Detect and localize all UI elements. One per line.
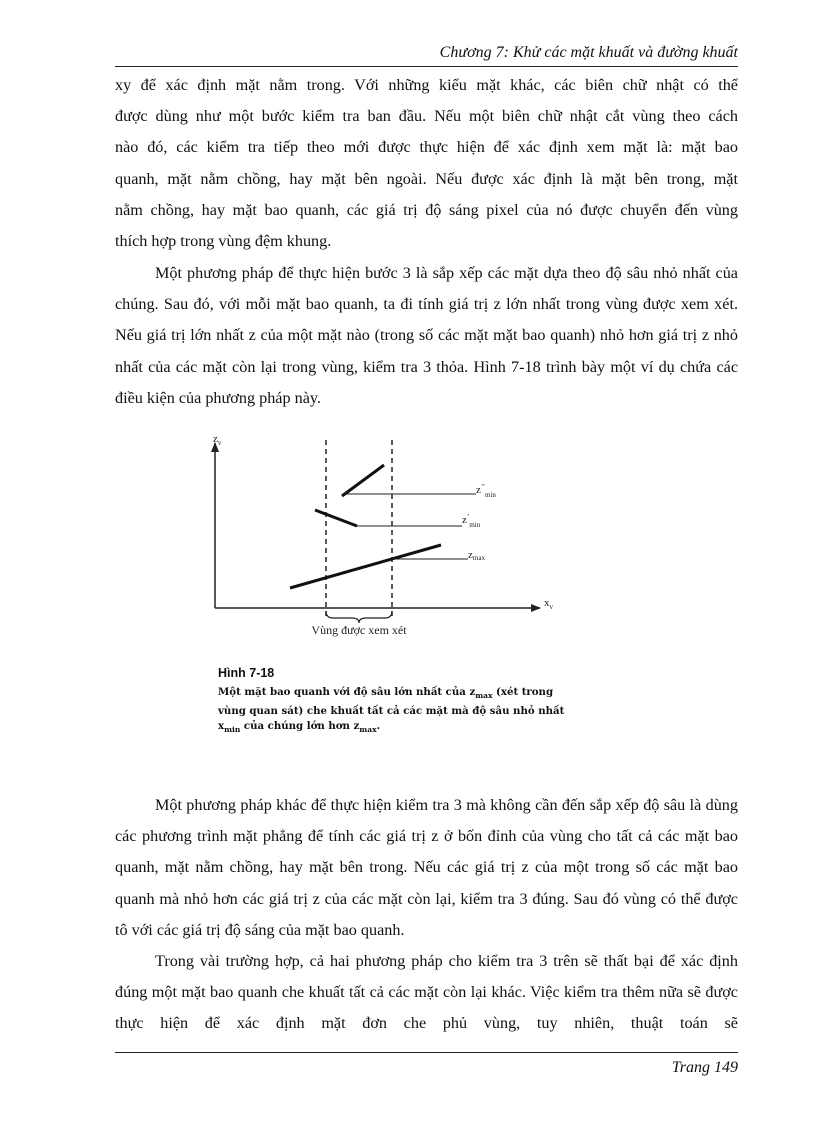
- zmax-label: zmax: [468, 549, 485, 562]
- paragraph-3: Một phương pháp khác để thực hiện kiểm tra 3 mà không cần đến sắp xếp độ sâu là dùng các phương trình mặt phẳng để tính các giá trị z ở bốn đỉnh của vùng cho tất cả các mặt bao quanh, mặt nằm chồng, hay mặt bên trong. Nếu các giá trị z của một trong số các mặt bao quanh mà nhỏ hơn các giá trị z của các mặt còn lại, kiểm tra 3 đúng. Sau đó vùng có thể được tô với các giá trị độ sáng của mặt bao quanh.: [115, 796, 738, 939]
- region-brace: [326, 611, 392, 623]
- figure-caption-text: [218, 685, 578, 738]
- paragraph-1-line-6: thích hợp trong vùng đệm khung.: [115, 232, 332, 251]
- x-axis-label: $x_v$: [544, 597, 553, 611]
- figure-7-18: [200, 430, 560, 640]
- zmin2-label: $z^{’’}_{min}$: [476, 483, 496, 499]
- paragraph-1-line-2: được dùng như một bước kiểm tra ban đầu. Nếu một biên chữ nhật cắt vùng theo cách: [115, 107, 738, 126]
- running-footer: [115, 1052, 738, 1083]
- caption-sub-1: max: [475, 691, 493, 701]
- page-number: Trang 149: [671, 1059, 738, 1076]
- paragraph-1-line-5: nằm chồng, hay mặt bao quanh, các giá trị độ sáng pixel của nó được chuyển đến vùng: [115, 200, 738, 219]
- caption-part-3: của chúng lớn hơn z: [240, 720, 360, 733]
- figure-caption-title: Hình 7-18: [218, 666, 275, 680]
- surface-2-segment: [315, 510, 357, 526]
- surface-1-segment: [342, 465, 384, 496]
- zmin1-label: $z^’_{min}$: [462, 513, 481, 529]
- paragraph-1-line-1: xy để xác định mặt nằm trong. Với những kiểu mặt khác, các biên chữ nhật có thể: [115, 76, 738, 94]
- surface-3-segment: [290, 545, 441, 588]
- paragraph-1-line-4: quanh, mặt nằm chồng, hay mặt bên ngoài. Nếu được xác định là mặt bên trong, mặt: [115, 169, 738, 188]
- caption-part-4: .: [376, 720, 381, 733]
- caption-part-1: Một mặt bao quanh với độ sâu lớn nhất của z: [218, 686, 476, 698]
- paragraph-4: Trong vài trường hợp, cả hai phương pháp cho kiểm tra 3 trên sẽ thất bại để xác định đúng một mặt bao quanh che khuất tất cả các mặt còn lại khác. Việc kiểm tra thêm nữa sẽ được thực hiện để xác định mặt đơn che phủ vùng, tuy nhiên, thuật toán sẽ: [115, 952, 738, 1033]
- caption-sub-3: max: [359, 725, 377, 735]
- paragraph-2: Một phương pháp để thực hiện bước 3 là sắp xếp các mặt dựa theo độ sâu nhỏ nhất của chúng. Sau đó, với mỗi mặt bao quanh, ta đi tính giá trị z lớn nhất trong vùng được xem xét. Nếu giá trị lớn nhất z của một mặt nào (trong số các mặt mặt bao quanh) nhỏ hơn giá trị z nhỏ nhất của các mặt còn lại trong vùng, kiểm tra 3 thỏa. Hình 7-18 trình bày một ví dụ chứa các điều kiện của phương pháp này.: [115, 264, 738, 407]
- region-label: Vùng được xem xét: [311, 623, 407, 637]
- paragraph-1: [115, 70, 738, 257]
- running-header: [115, 40, 738, 67]
- caption-part-2: (xét trong vùng quan sát) che khuất tất cả các mặt mà độ sâu nhỏ nhất x: [218, 686, 565, 733]
- chapter-title: Chương 7: Khử các mặt khuất và đường khuất: [439, 44, 738, 61]
- y-axis-label: $z_v$: [213, 433, 222, 447]
- caption-sub-2: min: [224, 725, 241, 735]
- paragraph-1-line-3: nào đó, các kiểm tra tiếp theo mới được thực hiện để xác định xem mặt là: mặt bao: [115, 138, 738, 157]
